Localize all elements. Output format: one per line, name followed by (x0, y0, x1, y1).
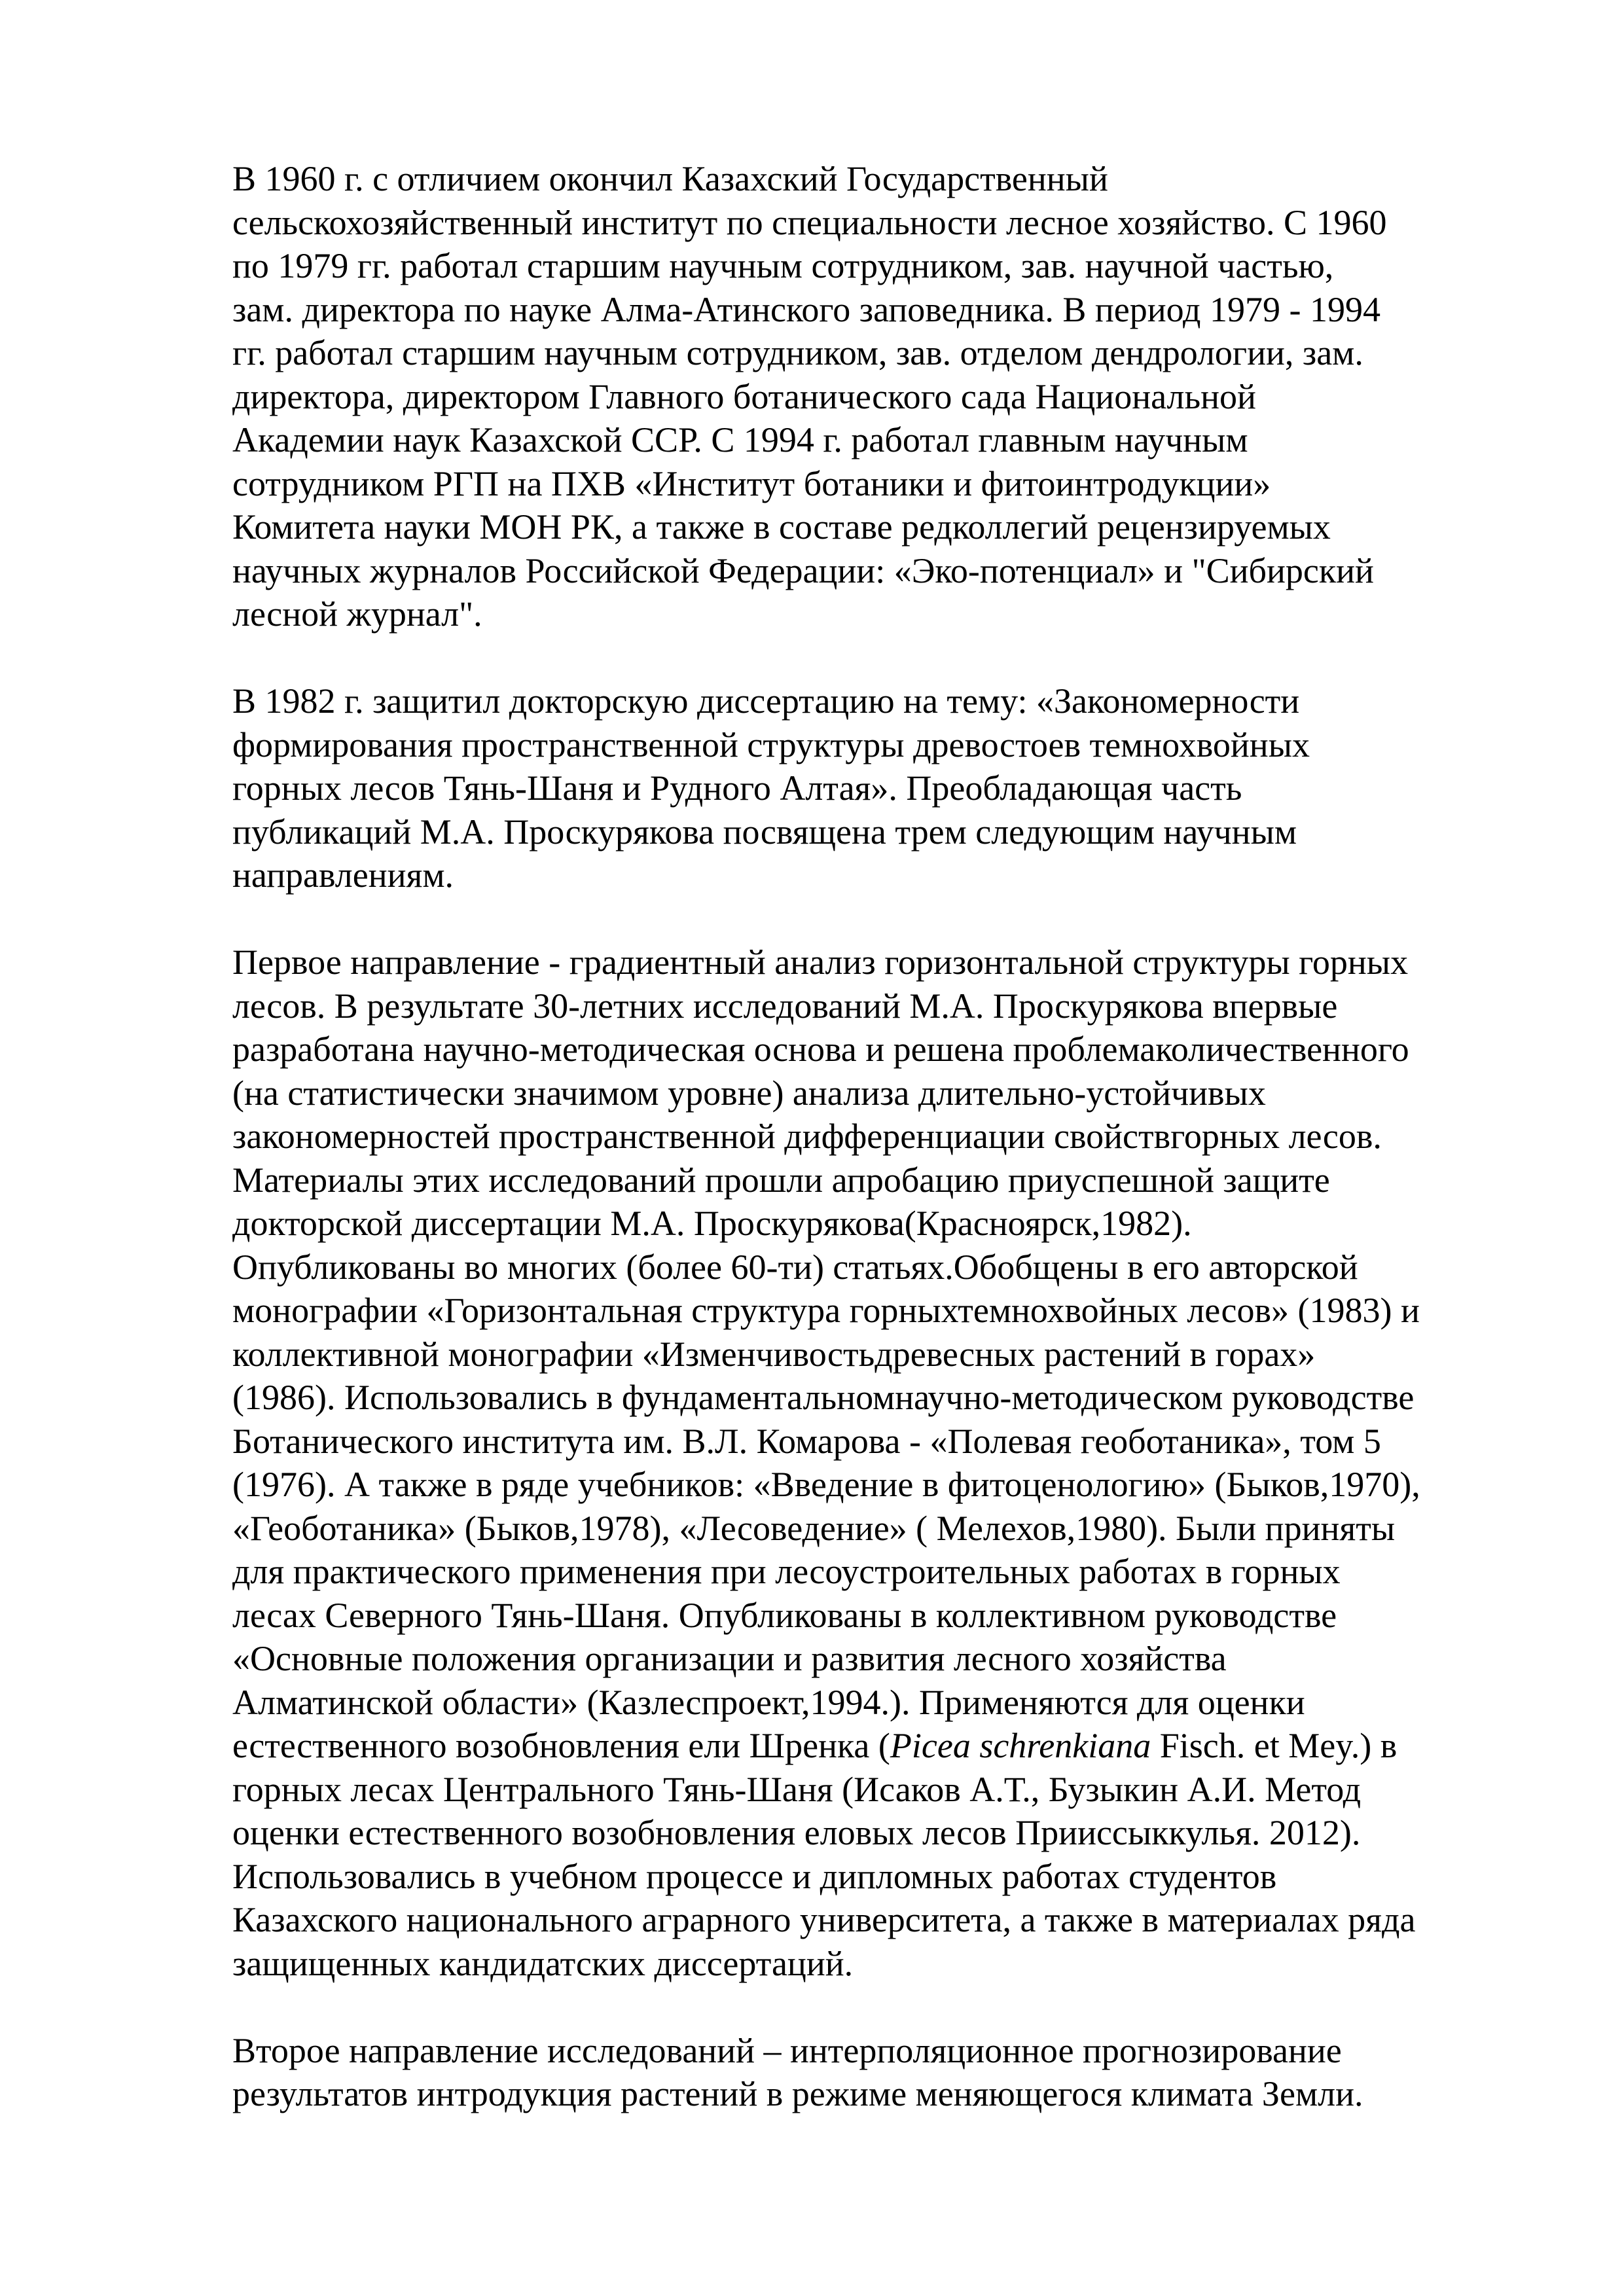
text-line (232, 766, 1535, 810)
text-segment: публикаций М.А. Проскурякова посвящена трем следующим научным (232, 812, 1297, 852)
text-segment: сельскохозяйственный институт по специальности лесное хозяйство. С 1960 (232, 202, 1387, 242)
text-line (232, 1637, 1535, 1681)
text-line (232, 1594, 1535, 1638)
text-line (232, 1855, 1535, 1899)
text-segment: лесах Северного Тянь-Шаня. Опубликованы в коллективном руководстве (232, 1595, 1337, 1635)
text-line (232, 1463, 1535, 1507)
text-line (232, 1246, 1535, 1289)
text-segment: Второе направление исследований – интерполяционное прогнозирование (232, 2030, 1342, 2070)
text-line (232, 157, 1535, 201)
text-segment: В 1960 г. с отличием окончил Казахский Государственный (232, 159, 1108, 198)
text-segment: (на статистически значимом уровне) анализа длительно-устойчивых (232, 1073, 1266, 1113)
text-line (232, 679, 1535, 723)
text-line (232, 1724, 1535, 1768)
text-line (232, 810, 1535, 854)
text-line (232, 1289, 1535, 1333)
paragraph (232, 157, 1535, 636)
text-line (232, 288, 1535, 332)
text-segment: Казахского национального аграрного университета, а также в материалах ряда (232, 1900, 1416, 1939)
text-line (232, 418, 1535, 462)
text-segment: (1986). Использовались в фундаментальномнаучно-методическом руководстве (232, 1378, 1415, 1417)
text-segment: формирования пространственной структуры древостоев темнохвойных (232, 725, 1310, 764)
text-line (232, 1898, 1535, 1942)
text-line (232, 1811, 1535, 1855)
text-segment: докторской диссертации М.А. Проскурякова(Красноярск,1982). (232, 1204, 1192, 1243)
text-segment: защищенных кандидатских диссертаций. (232, 1943, 854, 1983)
text-segment: «Основные положения организации и развития лесного хозяйства (232, 1639, 1227, 1678)
text-line (232, 2029, 1535, 2073)
text-line (232, 941, 1535, 984)
text-line (232, 1333, 1535, 1376)
text-segment: Fisch. et Mey.) в (1151, 1726, 1398, 1765)
text-segment: научных журналов Российской Федерации: «Эко-потенциал» и "Сибирский (232, 550, 1374, 590)
text-line (232, 1768, 1535, 1812)
text-line (232, 1115, 1535, 1158)
text-segment: В 1982 г. защитил докторскую диссертацию на тему: «Закономерности (232, 681, 1300, 721)
text-line (232, 1071, 1535, 1115)
document-body (232, 157, 1535, 2116)
text-segment: горных лесов Тянь-Шаня и Рудного Алтая». Преобладающая часть (232, 768, 1242, 808)
text-line (232, 375, 1535, 419)
text-segment: разработана научно-методическая основа и решена проблемаколичественного (232, 1030, 1409, 1069)
text-segment: результатов интродукция растений в режиме меняющегося климата Земли. (232, 2074, 1363, 2113)
text-segment: гг. работал старшим научным сотрудником, зав. отделом дендрологии, зам. (232, 333, 1363, 372)
text-segment: оценки естественного возобновления еловых лесов Прииссыккулья. 2012). (232, 1813, 1361, 1852)
text-segment: горных лесах Центрального Тянь-Шаня (Исаков А.Т., Бузыкин А.И. Метод (232, 1769, 1362, 1809)
text-segment: «Геоботаника» (Быков,1978), «Лесоведение» ( Мелехов,1980). Были приняты (232, 1508, 1396, 1548)
paragraph (232, 679, 1535, 897)
text-segment: зам. директора по науке Алма-Атинского заповедника. В период 1979 - 1994 (232, 289, 1380, 329)
text-segment: Опубликованы во многих (более 60-ти) статьях.Обобщены в его авторской (232, 1247, 1358, 1287)
text-line (232, 1420, 1535, 1463)
text-segment: Академии наук Казахской ССР. С 1994 г. работал главным научным (232, 420, 1248, 459)
text-line (232, 1376, 1535, 1420)
text-line (232, 1681, 1535, 1725)
text-segment: (1976). А также в ряде учебников: «Введение в фитоценологию» (Быков,1970), (232, 1465, 1420, 1504)
text-segment: для практического применения при лесоустроительных работах в горных (232, 1552, 1341, 1591)
text-line (232, 1550, 1535, 1594)
text-segment: Ботанического института им. В.Л. Комарова - «Полевая геоботаника», том 5 (232, 1421, 1381, 1461)
text-line (232, 1202, 1535, 1246)
text-line (232, 331, 1535, 375)
text-segment: лесной журнал". (232, 594, 482, 634)
text-line (232, 462, 1535, 506)
text-segment: Алматинской области» (Казлеспроект,1994.). Применяются для оценки (232, 1682, 1305, 1722)
text-line (232, 723, 1535, 767)
text-line (232, 1507, 1535, 1551)
text-line (232, 2072, 1535, 2116)
text-line (232, 1158, 1535, 1202)
text-line (232, 549, 1535, 593)
paragraph (232, 941, 1535, 1985)
text-segment: Комитета науки МОН РК, а также в составе редколлегий рецензируемых (232, 507, 1331, 547)
text-segment: направлениям. (232, 855, 454, 895)
text-line (232, 984, 1535, 1028)
text-segment: Использовались в учебном процессе и дипломных работах студентов (232, 1856, 1277, 1896)
text-segment: закономерностей пространственной дифференциации свойствгорных лесов. (232, 1117, 1382, 1156)
text-line (232, 853, 1535, 897)
text-segment: по 1979 гг. работал старшим научным сотрудником, зав. научной частью, (232, 246, 1334, 285)
text-line (232, 592, 1535, 636)
text-segment: сотрудником РГП на ПХВ «Институт ботаники и фитоинтродукции» (232, 463, 1271, 503)
text-segment: лесов. В результате 30-летних исследований М.А. Проскурякова впервые (232, 986, 1338, 1026)
text-segment: монографии «Горизонтальная структура горныхтемнохвойных лесов» (1983) и (232, 1291, 1420, 1330)
text-segment: Материалы этих исследований прошли апробацию приуспешной защите (232, 1160, 1330, 1200)
species-name-italic: Picea schrenkiana (890, 1726, 1151, 1765)
text-line (232, 1942, 1535, 1986)
text-segment: директора, директором Главного ботанического сада Национальной (232, 376, 1256, 416)
text-line (232, 244, 1535, 288)
text-line (232, 201, 1535, 245)
text-line (232, 505, 1535, 549)
text-segment: Первое направление - градиентный анализ горизонтальной структуры горных (232, 942, 1409, 982)
text-segment: естественного возобновления ели Шренка ( (232, 1726, 890, 1765)
paragraph (232, 2029, 1535, 2116)
text-line (232, 1028, 1535, 1071)
text-segment: коллективной монографии «Изменчивостьдревесных растений в горах» (232, 1334, 1316, 1374)
